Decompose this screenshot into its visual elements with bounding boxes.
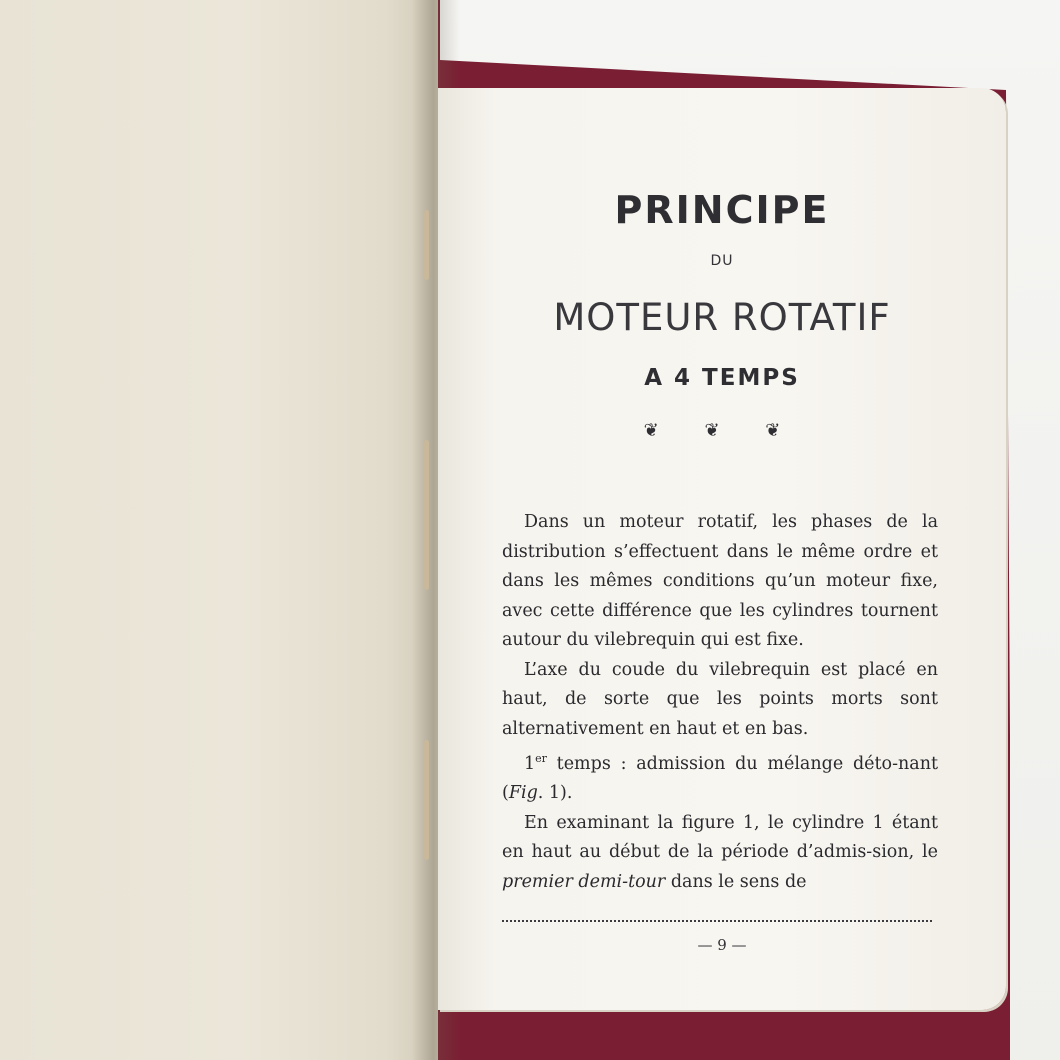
ordinal-suffix: er [535, 752, 547, 765]
figure-number: . 1). [537, 783, 573, 804]
page-number: — 9 — [697, 936, 747, 954]
body-text [502, 508, 938, 897]
binding-stitch [424, 740, 429, 860]
paragraph-4 [502, 809, 938, 898]
page-subtitle: MOTEUR ROTATIF [553, 296, 891, 339]
dotted-rule [502, 920, 932, 922]
paragraph-3 [502, 744, 938, 809]
fleuron-ornament: ❦ ❦ ❦ [643, 420, 801, 441]
binding-stitch [424, 440, 429, 590]
paragraph-2: L’axe du coude du vilebrequin est placé en haut, de sorte que les points morts sont alternativement en haut et en bas. [502, 659, 938, 739]
right-page [438, 88, 1006, 1010]
left-page [0, 0, 438, 1060]
title-connector: DU [710, 253, 734, 269]
section-heading: A 4 TEMPS [644, 365, 800, 391]
binding-stitch [424, 210, 429, 280]
page-content [438, 88, 1006, 1010]
paragraph-1: Dans un moteur rotatif, les phases de la distribution s’effectuent dans le même ordre et dans les mêmes conditions qu’un moteur fixe, avec cette différence que les cylindres tournent autour du vilebrequin qui est fixe. [502, 512, 938, 650]
figure-reference: Fig [508, 783, 538, 804]
paragraph-4-end: dans le sens de [665, 871, 807, 892]
stroke-description: temps : admission du mélange déto-nant ( [502, 753, 938, 804]
paragraph-4-start: En examinant la figure 1, le cylindre 1 étant en haut au début de la période d’admis-sion, le [502, 812, 938, 863]
page-title: PRINCIPE [614, 188, 830, 232]
emphasis-half-turn: premier demi-tour [502, 871, 666, 892]
stroke-number: 1 [524, 753, 536, 774]
